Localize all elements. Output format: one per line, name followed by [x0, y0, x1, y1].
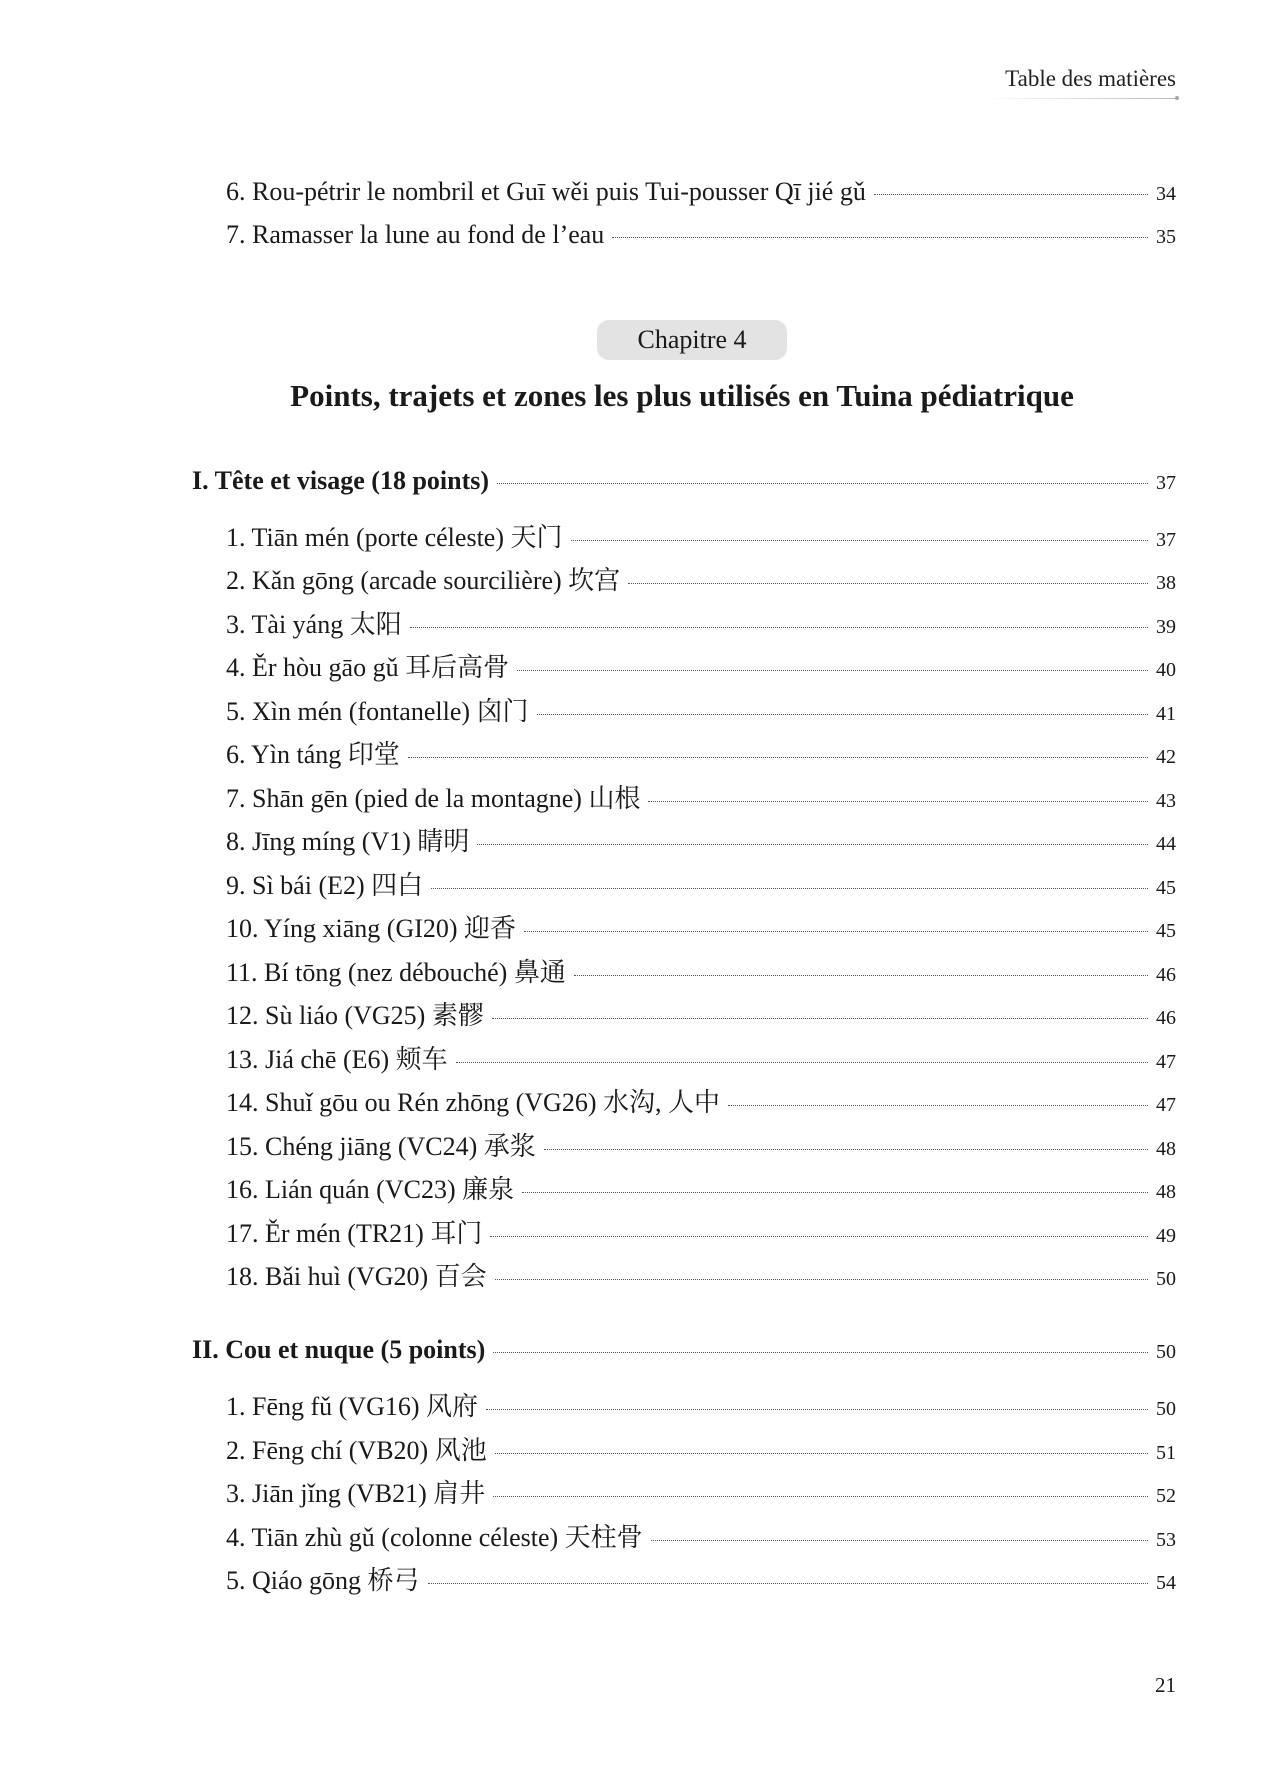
toc-entry[interactable]	[226, 957, 1176, 991]
toc-entry-page: 35	[1156, 226, 1176, 248]
toc-entry[interactable]	[226, 913, 1176, 947]
toc-entry-page: 41	[1156, 703, 1176, 725]
toc-section-heading[interactable]	[192, 1334, 1176, 1368]
toc-entry-page: 53	[1156, 1529, 1176, 1551]
toc-entry-label: 5. Qiáo gōng 桥弓	[226, 1566, 420, 1595]
toc-entry-page: 45	[1156, 920, 1176, 942]
section-heading-label: II. Cou et nuque (5 points)	[192, 1335, 486, 1364]
toc-entry[interactable]	[226, 176, 1176, 210]
toc-entry[interactable]	[226, 1565, 1176, 1599]
toc-entry-label: 15. Chéng jiāng (VC24) 承浆	[226, 1132, 536, 1161]
dot-leader	[628, 583, 1148, 584]
section-heading-page: 50	[1156, 1341, 1176, 1363]
dot-leader	[544, 1149, 1148, 1150]
chapter-title: Points, trajets et zones les plus utilisés en Tuina pédiatrique	[290, 378, 1074, 413]
dot-leader	[574, 975, 1148, 976]
toc-entry-label: 2. Kǎn gōng (arcade sourcilière) 坎宫	[226, 566, 621, 595]
chapter-label: Chapitre 4	[597, 320, 787, 360]
dot-leader	[517, 670, 1148, 671]
toc-entry-page: 47	[1156, 1051, 1176, 1073]
toc-entry-page: 50	[1156, 1268, 1176, 1290]
toc-entry-page: 52	[1156, 1485, 1176, 1507]
page-number: 21	[1155, 1673, 1176, 1697]
toc-entry[interactable]	[226, 1000, 1176, 1034]
toc-entry[interactable]	[226, 826, 1176, 860]
dot-leader	[651, 1540, 1148, 1541]
toc-entry-label: 17. Ěr mén (TR21) 耳门	[226, 1219, 483, 1248]
toc-entry-page: 45	[1156, 877, 1176, 899]
toc-entry-label: 6. Yìn táng 印堂	[226, 740, 400, 769]
toc-entry-label: 4. Ěr hòu gāo gǔ 耳后高骨	[226, 653, 510, 682]
dot-leader	[522, 1192, 1148, 1193]
toc-entry-page: 34	[1156, 183, 1176, 205]
toc-entry-page: 42	[1156, 746, 1176, 768]
toc-entry-label: 10. Yíng xiāng (GI20) 迎香	[226, 914, 517, 943]
toc-entry-page: 50	[1156, 1398, 1176, 1420]
toc-entry[interactable]	[226, 219, 1176, 253]
toc-entry-page: 49	[1156, 1225, 1176, 1247]
toc-entry[interactable]	[226, 870, 1176, 904]
dot-leader	[524, 931, 1148, 932]
dot-leader	[477, 844, 1148, 845]
toc-entry[interactable]	[226, 652, 1176, 686]
toc-entry-page: 48	[1156, 1138, 1176, 1160]
toc-entry-label: 3. Jiān jǐng (VB21) 肩井	[226, 1479, 486, 1508]
dot-leader	[728, 1105, 1148, 1106]
toc-entry[interactable]	[226, 783, 1176, 817]
dot-leader	[497, 483, 1148, 484]
dot-leader	[612, 237, 1148, 238]
toc-entry-label: 1. Tiān mén (porte céleste) 天门	[226, 523, 563, 552]
dot-leader	[571, 540, 1149, 541]
toc-entry-label: 9. Sì bái (E2) 四白	[226, 871, 424, 900]
toc-entry-label: 16. Lián quán (VC23) 廉泉	[226, 1175, 515, 1204]
toc-entry-label: 13. Jiá chē (E6) 颊车	[226, 1045, 448, 1074]
section-heading-label: I. Tête et visage (18 points)	[192, 466, 490, 495]
toc-entry-label: 11. Bí tōng (nez débouché) 鼻通	[226, 958, 566, 987]
toc-entry-page: 46	[1156, 964, 1176, 986]
toc-entry-page: 54	[1156, 1572, 1176, 1594]
toc-entry[interactable]	[226, 1174, 1176, 1208]
toc-entry-page: 46	[1156, 1007, 1176, 1029]
dot-leader	[495, 1453, 1148, 1454]
toc-entry[interactable]	[226, 1087, 1176, 1121]
dot-leader	[495, 1279, 1148, 1280]
toc-entry[interactable]	[226, 1391, 1176, 1425]
toc-entry[interactable]	[226, 1131, 1176, 1165]
toc-entry-label: 3. Tài yáng 太阳	[226, 610, 402, 639]
toc-section-heading[interactable]	[192, 465, 1176, 499]
dot-leader	[428, 1583, 1148, 1584]
dot-leader	[492, 1018, 1148, 1019]
running-header-dot	[1175, 96, 1179, 100]
toc-entry[interactable]	[226, 1478, 1176, 1512]
toc-entry-label: 2. Fēng chí (VB20) 风池	[226, 1436, 487, 1465]
toc-entry[interactable]	[226, 1218, 1176, 1252]
dot-leader	[408, 757, 1148, 758]
toc-entry-label: 1. Fēng fǔ (VG16) 风府	[226, 1392, 479, 1421]
toc-entry-label: 7. Ramasser la lune au fond de l’eau	[226, 220, 605, 249]
toc-entry-page: 51	[1156, 1442, 1176, 1464]
toc-entry-label: 7. Shān gēn (pied de la montagne) 山根	[226, 784, 641, 813]
running-header-rule	[986, 98, 1176, 99]
dot-leader	[648, 801, 1148, 802]
toc-entry-page: 44	[1156, 833, 1176, 855]
section-heading-page: 37	[1156, 472, 1176, 494]
toc-entry[interactable]	[226, 565, 1176, 599]
dot-leader	[486, 1409, 1148, 1410]
dot-leader	[493, 1496, 1148, 1497]
dot-leader	[493, 1352, 1148, 1353]
toc-entry[interactable]	[226, 522, 1176, 556]
toc-entry[interactable]	[226, 1044, 1176, 1078]
dot-leader	[410, 627, 1148, 628]
running-header-title: Table des matières	[1005, 66, 1176, 91]
toc-entry-label: 12. Sù liáo (VG25) 素髎	[226, 1001, 484, 1030]
toc-entry-page: 43	[1156, 790, 1176, 812]
dot-leader	[456, 1062, 1148, 1063]
toc-entry-page: 39	[1156, 616, 1176, 638]
toc-entry[interactable]	[226, 1435, 1176, 1469]
dot-leader	[431, 888, 1148, 889]
toc-entry[interactable]	[226, 739, 1176, 773]
toc-entry-label: 18. Bǎi huì (VG20) 百会	[226, 1262, 487, 1291]
toc-entry[interactable]	[226, 1261, 1176, 1295]
toc-entry[interactable]	[226, 696, 1176, 730]
toc-entry-label: 6. Rou-pétrir le nombril et Guī wěi puis Tui-pousser Qī jié gǔ	[226, 177, 866, 206]
toc-entry-page: 40	[1156, 659, 1176, 681]
toc-entry-page: 37	[1156, 529, 1176, 551]
toc-entry-label: 5. Xìn mén (fontanelle) 囟门	[226, 697, 529, 726]
toc-entry[interactable]	[226, 1522, 1176, 1556]
toc-entry-label: 8. Jīng míng (V1) 睛明	[226, 827, 470, 856]
toc-entry-page: 48	[1156, 1181, 1176, 1203]
toc-entry-label: 14. Shuǐ gōu ou Rén zhōng (VG26) 水沟, 人中	[226, 1088, 720, 1117]
dot-leader	[537, 714, 1148, 715]
toc-entry-page: 38	[1156, 572, 1176, 594]
toc-entry-label: 4. Tiān zhù gǔ (colonne céleste) 天柱骨	[226, 1523, 643, 1552]
toc-entry-page: 47	[1156, 1094, 1176, 1116]
toc-entry[interactable]	[226, 609, 1176, 643]
dot-leader	[490, 1236, 1148, 1237]
dot-leader	[874, 194, 1148, 195]
